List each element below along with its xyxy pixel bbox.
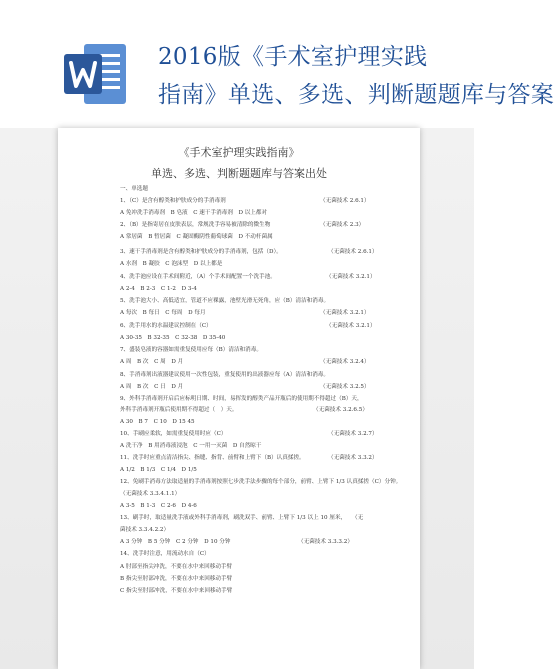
reference-note: （无菌技术 3.2.5） bbox=[320, 384, 370, 390]
text-line: 13、刷手时，取适量洗手液或外科手消毒剂，刷洗双手、前臂、上臂下 1/3 以上 10 厘米， bbox=[120, 515, 347, 521]
text-line: A 1/2 B 1/3 C 1/4 D 1/5 bbox=[120, 467, 197, 473]
text-line: 10、手刷应柔软，如需重复使用时应（C） bbox=[120, 431, 227, 437]
reference-note: （无菌技术 2.6.1） bbox=[320, 198, 370, 204]
reference-note: （无菌技术 3.3.3.2） bbox=[298, 539, 353, 545]
reference-note: （无 bbox=[352, 515, 364, 521]
document-page bbox=[58, 128, 420, 669]
reference-note: （无菌技术 3.3.2） bbox=[328, 455, 378, 461]
text-line: 6、洗手用水的水温建议控制在（C） bbox=[120, 323, 212, 329]
text-line: A 每次 B 每日 C 每周 D 每月 bbox=[120, 310, 206, 316]
reference-note: （无菌技术 3.2.1） bbox=[326, 274, 376, 280]
word-document-icon bbox=[62, 40, 128, 108]
text-line: A 常居菌 B 暂居菌 C 凝固酶阴性葡萄球菌 D 不动杆菌属 bbox=[120, 234, 273, 240]
text-line: A 周 B 次 C 日 D 月 bbox=[120, 384, 184, 390]
text-line: A 水剂 B 凝胶 C 泡沫型 D 以上都是 bbox=[120, 261, 223, 267]
text-line: 8、手消毒剂出液器建议使用一次性包装，重复使用的出液器应每（A）清洁和消毒。 bbox=[120, 372, 329, 378]
text-line: 2、（B）是指寄居在皮肤表层，常规洗手容易被清除的微生物 bbox=[120, 222, 271, 228]
text-line: 5、洗手池大小、高低适宜，管道不应裸露，池壁光滑无死角，应（B）清洁和消毒。 bbox=[120, 298, 330, 304]
text-line: 7、盛装皂液的容器如需重复使用应每（B）清洁和消毒。 bbox=[120, 347, 262, 353]
reference-note: （无菌技术 3.3.4.1.1） bbox=[120, 491, 181, 497]
text-line: 9、外科手消毒剂开启后应标明日期、时间，易挥发的醇类产品开瓶后的使用期不得超过（B）天， bbox=[120, 396, 363, 402]
reference-note: （无菌技术 3.2.7） bbox=[328, 431, 378, 437]
text-line: A 周 B 次 C 周 D 月 bbox=[120, 359, 184, 365]
text-line: 3、速干手消毒剂是含有醇类和护肤成分的手消毒剂，包括（D）。 bbox=[120, 249, 282, 255]
text-line: 1、（C）是含有醇类和护肤成分的手消毒剂 bbox=[120, 198, 226, 204]
text-line: 4、洗手池应设在手术间附近，（A）个手术间配置一个洗手池。 bbox=[120, 274, 276, 280]
document-subtitle: 单选、多选、判断题题库与答案出处 bbox=[151, 167, 327, 180]
text-line: A 洗干净 B 用消毒液浸泡 C 一用一灭菌 D 自然晾干 bbox=[120, 443, 262, 449]
section-heading: 一、单选题 bbox=[120, 186, 148, 192]
reference-note: （无菌技术 2.6.1） bbox=[328, 249, 378, 255]
header-banner bbox=[0, 0, 554, 128]
text-line: A 免冲洗手消毒剂 B 皂液 C 速干手消毒剂 D 以上都对 bbox=[120, 210, 268, 216]
text-line: C 指尖至肘部冲洗，不要在水中来回移动手臂 bbox=[120, 588, 233, 594]
text-line: 14、洗手时注意，用流动水自（C） bbox=[120, 551, 210, 557]
reference-note: （无菌技术 3.2.1） bbox=[320, 310, 370, 316]
text-line: A 3-5 B 1-3 C 2-6 D 4-6 bbox=[120, 503, 197, 509]
text-line: 11、洗手时应重点清洁指尖、指缝、指背、前臂和上臂下（B）认真揉搓。 bbox=[120, 455, 305, 461]
text-line: A 2-4 B 2-3 C 1-2 D 3-4 bbox=[120, 286, 197, 292]
reference-note: （无菌技术 2.3） bbox=[320, 222, 365, 228]
reference-note: 菌技术 3.3.4.2.2） bbox=[120, 527, 170, 533]
text-line: A 肘部至指尖冲洗，不要在水中来回移动手臂 bbox=[120, 564, 233, 570]
reference-note: （无菌技术 3.2.4） bbox=[320, 359, 370, 365]
text-line: 外科手消毒剂开瓶后使用期不得超过（ ）天。 bbox=[120, 407, 238, 413]
text-line: A 30-35 B 32-35 C 32-38 D 35-40 bbox=[120, 335, 226, 341]
text-line: A 30 B 7 C 10 D 15 45 bbox=[120, 419, 195, 425]
text-line: 12、免刷手消毒方法取适量的手消毒剂按照七步洗手法步骤的每个部分，前臂、上臂下 1/3 认真揉搓（C）分钟。 bbox=[120, 479, 402, 485]
banner-title-line-1: 2016版《手术室护理实践 bbox=[158, 44, 428, 70]
text-line: A 3 分钟 B 5 分钟 C 2 分钟 D 10 分钟 bbox=[120, 539, 231, 545]
reference-note: （无菌技术 3.2.1） bbox=[326, 323, 376, 329]
banner-title-line-2: 指南》单选、多选、判断题题库与答案 bbox=[158, 82, 554, 108]
document-title: 《手术室护理实践指南》 bbox=[178, 146, 300, 159]
reference-note: （无菌技术 3.2.6.5） bbox=[313, 407, 368, 413]
text-line: B 指尖至肘部冲洗，不要在水中来回移动手臂 bbox=[120, 576, 233, 582]
